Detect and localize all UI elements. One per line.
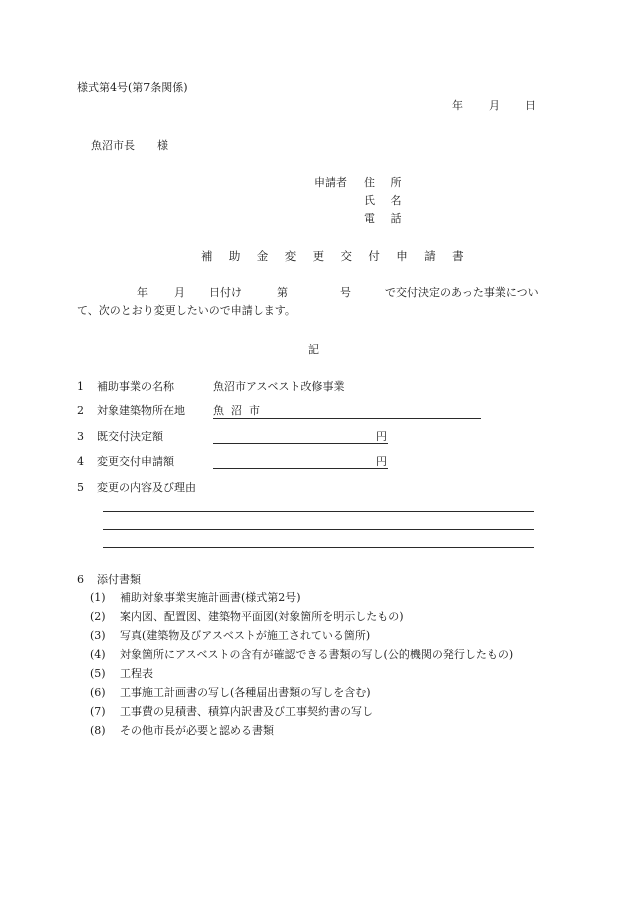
attachment-item: (2) 案内図、配置図、建築物平面図(対象箇所を明示したもの) xyxy=(90,610,404,623)
attachment-item: (3) 写真(建築物及びアスベストが施工されている箇所) xyxy=(90,629,371,642)
item-4-number: 4 xyxy=(77,455,84,468)
attachment-item: (8) その他市長が必要と認める書類 xyxy=(90,724,274,737)
form-number: 様式第4号(第7条関係) xyxy=(77,81,188,94)
reason-line-2 xyxy=(103,529,534,530)
applicant-address-label: 住 所 xyxy=(364,176,408,189)
date-year-label: 年 xyxy=(452,99,463,112)
item-5-number: 5 xyxy=(77,481,84,494)
date-line xyxy=(452,100,536,111)
attachments-title: 添付書類 xyxy=(97,573,141,586)
attachment-item: (5) 工程表 xyxy=(90,667,153,680)
item-2-label: 対象建築物所在地 xyxy=(97,404,185,417)
addressee-honorific: 様 xyxy=(157,139,168,152)
reason-line-1 xyxy=(103,511,534,512)
item-3-yen: 円 xyxy=(376,430,387,443)
attachment-item: (1) 補助対象事業実施計画書(様式第2号) xyxy=(90,591,301,604)
item-3-underline xyxy=(213,443,388,444)
attachment-item: (7) 工事費の見積書、積算内訳書及び工事契約書の写し xyxy=(90,705,373,718)
applicant-name-label: 氏 名 xyxy=(364,194,408,207)
reason-line-3 xyxy=(103,547,534,548)
item-2-value: 魚沼市 xyxy=(213,404,267,417)
ki-heading: 記 xyxy=(308,343,319,356)
date-day-label: 日 xyxy=(525,99,536,112)
item-3-number: 3 xyxy=(77,430,84,443)
item-4-yen: 円 xyxy=(376,455,387,468)
document-title: 補助金変更交付申請書 xyxy=(201,249,480,263)
applicant-label: 申請者 xyxy=(314,176,347,189)
item-3-label: 既交付決定額 xyxy=(97,430,163,443)
item-1-value: 魚沼市アスベスト改修事業 xyxy=(213,380,345,393)
item-1-label: 補助事業の名称 xyxy=(97,380,174,393)
body-text-line-1: 年 月 日付け 第 号 で交付決定のあった事業につい xyxy=(137,286,539,299)
body-text-line-2: て、次のとおり変更したいので申請します。 xyxy=(77,304,296,317)
item-4-label: 変更交付申請額 xyxy=(97,455,174,468)
item-5-label: 変更の内容及び理由 xyxy=(97,481,196,494)
item-1-number: 1 xyxy=(77,380,84,393)
applicant-phone-label: 電 話 xyxy=(364,212,408,225)
date-month-label: 月 xyxy=(489,99,500,112)
item-4-underline xyxy=(213,468,388,469)
attachments-number: 6 xyxy=(77,573,84,586)
addressee-name: 魚沼市長 xyxy=(91,139,135,152)
item-2-underline xyxy=(213,418,481,419)
addressee xyxy=(91,140,168,151)
attachment-item: (6) 工事施工計画書の写し(各種届出書類の写しを含む) xyxy=(90,686,371,699)
attachment-item: (4) 対象箇所にアスベストの含有が確認できる書類の写し(公的機関の発行したもの) xyxy=(90,648,514,661)
item-2-number: 2 xyxy=(77,404,84,417)
